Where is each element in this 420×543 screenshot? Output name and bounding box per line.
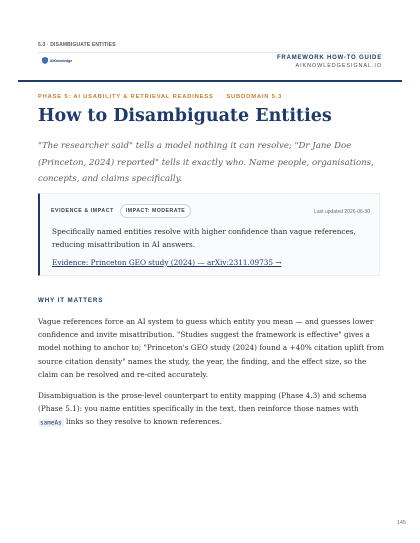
impact-badge: IMPACT: MODERATE	[120, 204, 191, 218]
why-paragraph-2	[38, 389, 384, 430]
phase-separator: ·	[218, 94, 222, 100]
page-number: 145	[396, 520, 406, 526]
last-updated: Last updated 2026-06-30	[314, 209, 370, 215]
evidence-body: Specifically named entities resolve with higher confidence than vague references, reducing misattribution in AI answers.	[52, 227, 356, 249]
logo-text: AIKnowledge	[50, 58, 73, 63]
page-title: How to Disambiguate Entities	[38, 106, 332, 126]
why-paragraph-1: Vague references force an AI system to guess which entity you mean — and guesses lower confidence and invite misattribution. "Studies suggest the framework is effective" gives a model nothing to anchor to; "Princeton's GEO study (2024) found a +40% citation uplift from source citation density" names the study, the year, the finding, and the effect size, so the claim can be resolved and re-cited accurately.	[38, 317, 384, 379]
phase-line	[38, 94, 282, 100]
guide-block	[277, 55, 382, 69]
paragraph-text: Disambiguation is the prose-level counterpart to entity mapping (Phase 4.3) and schema (Phase 5.1): you name entities specifically in the text, then reinforce those names with	[38, 391, 367, 414]
brand-row	[38, 54, 382, 72]
header-rule	[18, 80, 402, 82]
subdomain-label: SUBDOMAIN 5.3	[226, 94, 283, 100]
lede: "The researcher said" tells a model nothing it can resolve; "Dr Jane Doe (Princeton, 2024) reported" tells it exactly who. Name people, organisations, concepts, and claims specifically.	[38, 141, 374, 184]
evidence-header	[51, 204, 191, 218]
inline-code: sameAs	[40, 419, 62, 427]
guide-label: FRAMEWORK HOW-TO GUIDE	[276, 55, 382, 61]
header-divider	[38, 52, 382, 53]
breadcrumb: 5.3 · DISAMBIGUATE ENTITIES	[38, 42, 116, 48]
shield-icon	[42, 57, 48, 64]
phase-label: PHASE 5: AI USABILITY & RETRIEVAL READINESS	[38, 94, 214, 100]
evidence-card	[38, 193, 380, 276]
evidence-label: EVIDENCE & IMPACT	[51, 208, 114, 214]
evidence-link[interactable]: Evidence: Princeton GEO study (2024) — arXiv:2311.09735 →	[52, 258, 282, 267]
site-url[interactable]: AIKNOWLEDGESIGNAL.IO	[295, 63, 382, 69]
paragraph-text: links so they resolve to known references.	[63, 417, 222, 427]
section-heading: WHY IT MATTERS	[38, 297, 104, 304]
logo[interactable]	[42, 57, 72, 64]
